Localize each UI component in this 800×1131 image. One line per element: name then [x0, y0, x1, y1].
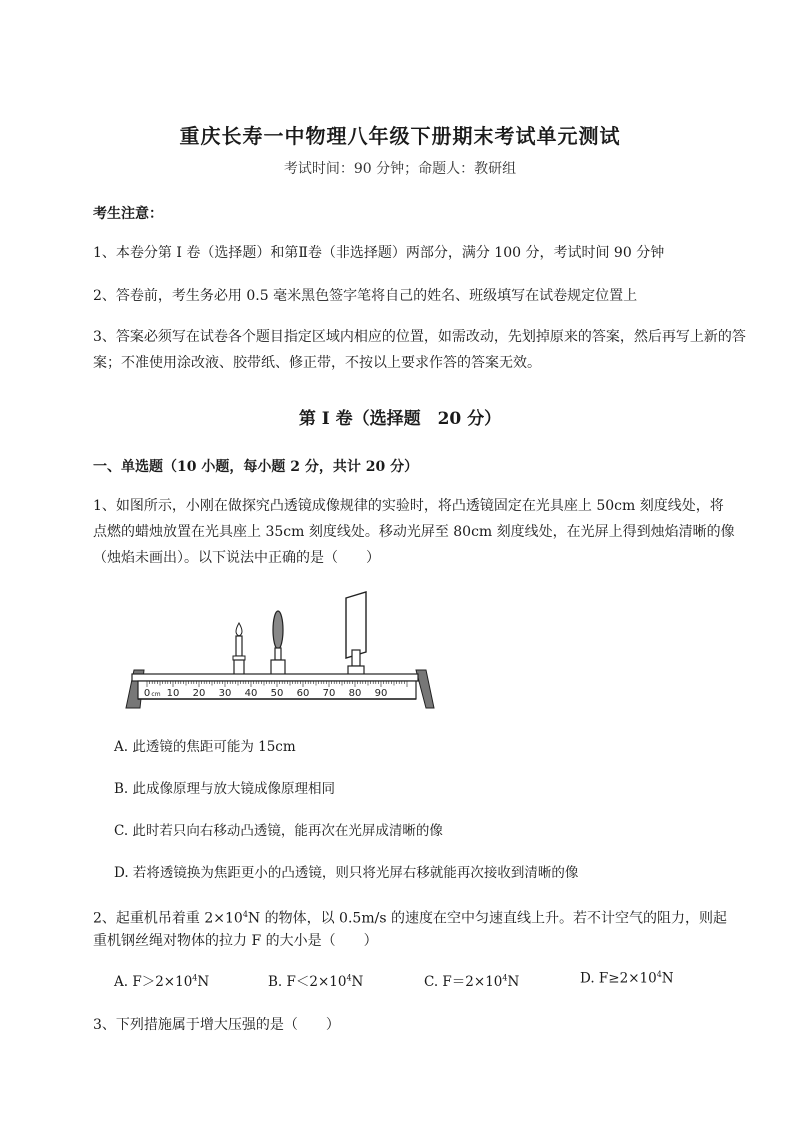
q1-stem-line-1: 1、如图所示，小刚在做探究凸透镜成像规律的实验时，将凸透镜固定在光具座上 50cm 刻度线处，将 [93, 498, 724, 514]
q1-option-c[interactable]: C. 此时若只向右移动凸透镜，能再次在光屏成清晰的像 [114, 823, 443, 839]
optical-bench-figure [120, 590, 440, 715]
question-group-heading: 一、单选题（10 小题，每小题 2 分，共计 20 分） [93, 459, 419, 475]
notice-item-3: 3、答案必须写在试卷各个题目指定区域内相应的位置，如需改动，先划掉原来的答案，然后再写上新的答案；不准使用涂改液、胶带纸、修正带，不按以上要求作答的答案无效。 [93, 329, 746, 371]
ruler-label: 40 [244, 688, 258, 699]
q2-option-a[interactable]: A. $F>2\times 10^4N$ [114, 973, 210, 990]
ruler-label: 90 [374, 688, 388, 699]
q1-option-b[interactable]: B. 此成像原理与放大镜成像原理相同 [114, 781, 336, 797]
q3-stem: 3、下列措施属于增大压强的是（ ） [93, 1017, 340, 1033]
q2-option-d[interactable]: D. $F\ge 2\times 10^4N$ [580, 970, 674, 987]
q2-option-c[interactable]: C. $F=2\times 10^4N$ [424, 973, 520, 990]
q2-stem-part-b: N 的物体，以 0.5m/s 的速度在空中匀速直线上升。若不计空气的阻力，则起 [247, 910, 727, 927]
section-title: 第 I 卷（选择题 20 分） [298, 409, 502, 429]
ruler-label: 30 [218, 688, 232, 699]
ruler-label: 20 [192, 688, 206, 699]
q2-stem-exponent: 4 [242, 910, 248, 919]
q2-option-b[interactable]: B. $F<2\times 10^4N$ [268, 973, 364, 990]
ruler-label-zero: 0 [143, 688, 151, 699]
ruler-label: 10 [166, 688, 180, 699]
q1-option-d[interactable]: D. 若将透镜换为焦距更小的凸透镜，则只将光屏右移就能再次接收到清晰的像 [114, 865, 579, 881]
candle [233, 623, 245, 675]
q1-stem-line-3: （烛焰未画出）。以下说法中正确的是（ ） [93, 550, 380, 566]
q1-stem-line-2: 点燃的蜡烛放置在光具座上 35cm 刻度线处。移动光屏至 80cm 刻度线处，在光屏上得到烛焰清晰的像 [93, 524, 735, 540]
ruler-label-unit: cm [151, 691, 161, 698]
exam-subtitle: 考试时间：90 分钟；命题人：教研组 [283, 161, 517, 177]
ruler-label: 60 [296, 688, 310, 699]
ruler-label: 50 [270, 688, 284, 699]
notice-item-2: 2、答卷前，考生务必用 0.5 毫米黑色签字笔将自己的姓名、班级填写在试卷规定位置上 [93, 288, 638, 304]
notice-item-1: 1、本卷分第 I 卷（选择题）和第Ⅱ卷（非选择题）两部分，满分 100 分，考试时间 90 分钟 [93, 245, 665, 261]
notice-heading: 考生注意： [93, 206, 163, 222]
q2-stem-line-2: 重机钢丝绳对物体的拉力 F 的大小是（ ） [93, 933, 378, 949]
exam-title: 重庆长寿一中物理八年级下册期末考试单元测试 [179, 124, 621, 148]
convex-lens [271, 611, 285, 675]
q2-stem-part-a: 2、起重机吊着重 2×10 [93, 910, 243, 927]
ruler-label: 70 [322, 688, 336, 699]
ruler-label: 80 [348, 688, 362, 699]
light-screen [346, 592, 366, 675]
q1-option-a[interactable]: A. 此透镜的焦距可能为 15cm [114, 739, 296, 755]
